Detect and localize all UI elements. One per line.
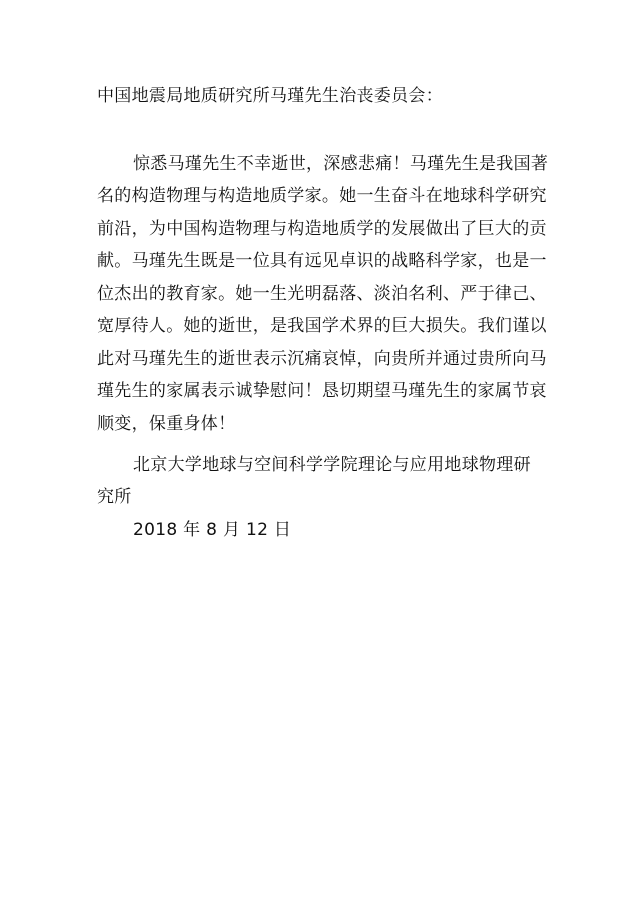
- body-line: 顺变，保重身体！: [97, 414, 236, 434]
- body-line: 前沿，为中国构造物理与构造地质学的发展做出了巨大的贡: [97, 219, 547, 239]
- body-line: 惊悉马瑾先生不幸逝世，深感悲痛！马瑾先生是我国著: [133, 154, 549, 174]
- body-line: 献。马瑾先生既是一位具有远见卓识的战略科学家，也是一: [97, 251, 547, 271]
- signature-line: 北京大学地球与空间科学学院理论与应用地球物理研: [133, 455, 531, 475]
- body-line: 位杰出的教育家。她一生光明磊落、淡泊名利、严于律己、: [97, 284, 547, 304]
- body-line: 宽厚待人。她的逝世，是我国学术界的巨大损失。我们谨以: [97, 316, 547, 336]
- body-line: 名的构造物理与构造地质学家。她一生奋斗在地球科学研究: [97, 186, 547, 206]
- letter-date: 2018 年 8 月 12 日: [133, 520, 292, 540]
- signature-line: 究所: [97, 487, 132, 507]
- body-line: 瑾先生的家属表示诚挚慰问！恳切期望马瑾先生的家属节哀: [97, 381, 547, 401]
- body-line: 此对马瑾先生的逝世表示沉痛哀悼，向贵所并通过贵所向马: [97, 349, 547, 369]
- salutation: 中国地震局地质研究所马瑾先生治丧委员会：: [97, 86, 443, 106]
